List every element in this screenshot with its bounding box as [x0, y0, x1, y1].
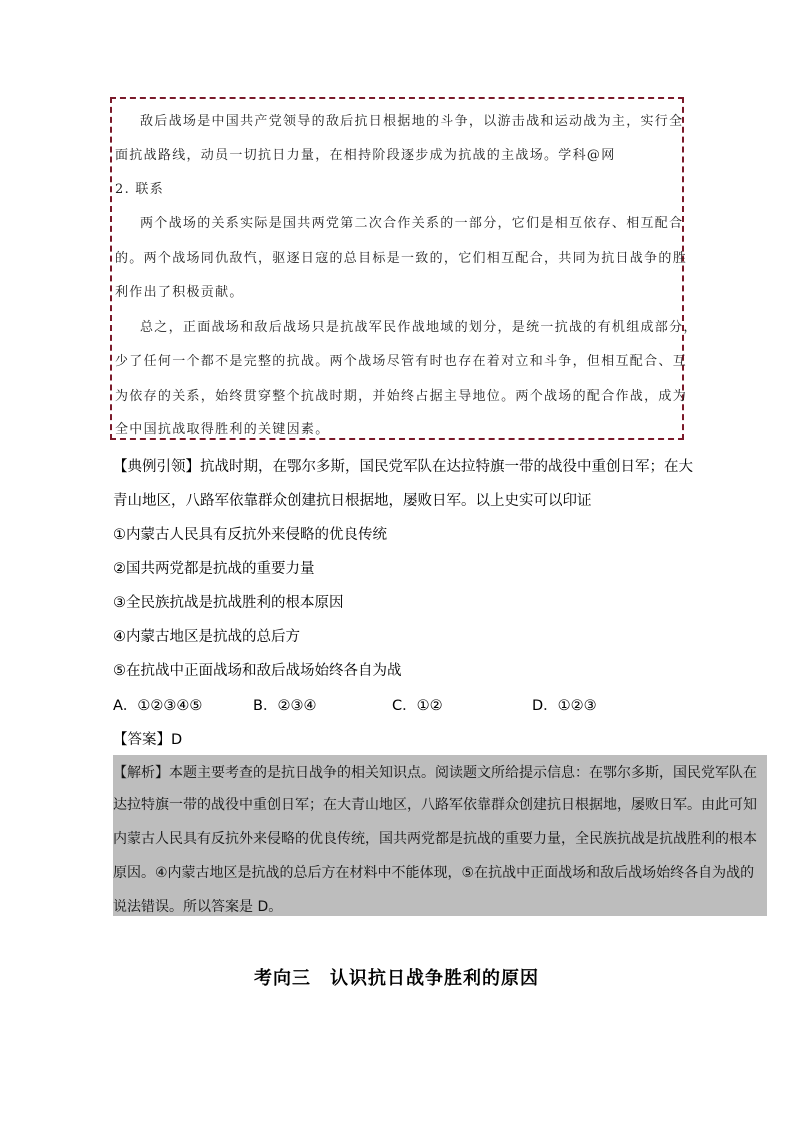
box-p3-line1: 总之，正面战场和敌后战场只是抗战军民作战地域的划分，是统一抗战的有机组成部分，: [140, 320, 698, 335]
box-p1-line1: 敌后战场是中国共产党领导的敌后抗日根据地的斗争，以游击战和运动战为主，实行全: [140, 114, 684, 129]
box-p3-line4: 全中国抗战取得胜利的关键因素。: [115, 422, 330, 437]
analysis-line4: 原因。④内蒙古地区是抗战的总后方在材料中不能体现，⑤在抗战中正面战场和敌后战场始终各自为战的: [113, 865, 755, 881]
section-heading: 考向三 认识抗日战争胜利的原因: [254, 968, 539, 989]
box-p3-line2: 少了任何一个都不是完整的抗战。两个战场尽管有时也存在着对立和斗争，但相互配合、互: [115, 354, 688, 369]
box-p1-line2: 面抗战路线，动员一切抗日力量，在相持阶段逐步成为抗战的主战场。学科@网: [115, 148, 616, 163]
option-a: A．①②③④⑤: [113, 698, 203, 714]
box-p2-line1: 两个战场的关系实际是国共两党第二次合作关系的一部分，它们是相互依存、相互配合: [140, 216, 684, 231]
analysis-line1: 【解析】本题主要考查的是抗日战争的相关知识点。阅读题文所给提示信息：在鄂尔多斯，国民党军队在: [113, 765, 757, 781]
box-p2-line3: 利作出了积极贡献。: [115, 285, 244, 300]
example-item-2: ②国共两党都是抗战的重要力量: [113, 561, 315, 577]
box-heading-2: 2. 联系: [115, 182, 165, 197]
example-item-4: ④内蒙古地区是抗战的总后方: [113, 629, 300, 645]
answer: 【答案】D: [113, 732, 183, 748]
example-item-5: ⑤在抗战中正面战场和敌后战场始终各自为战: [113, 663, 402, 679]
box-p2-line2: 的。两个战场同仇敌忾，驱逐日寇的总目标是一致的，它们相互配合，共同为抗日战争的胜: [115, 251, 688, 266]
example-item-3: ③全民族抗战是抗战胜利的根本原因: [113, 595, 344, 611]
option-b: B．②③④: [253, 698, 317, 714]
example-line2: 青山地区，八路军依靠群众创建抗日根据地，屡败日军。以上史实可以印证: [113, 493, 592, 509]
analysis-line2: 达拉特旗一带的战役中重创日军；在大青山地区，八路军依靠群众创建抗日根据地，屡败日军。由此可知: [113, 797, 757, 813]
example-line1: 【典例引领】抗战时期，在鄂尔多斯，国民党军队在达拉特旗一带的战役中重创日军；在大: [113, 459, 693, 475]
example-item-1: ①内蒙古人民具有反抗外来侵略的优良传统: [113, 527, 387, 543]
option-d: D．①②③: [532, 698, 597, 714]
analysis-line5: 说法错误。所以答案是 D。: [113, 899, 283, 915]
option-c: C．①②: [392, 698, 443, 714]
box-p3-line3: 为依存的关系，始终贯穿整个抗战时期，并始终占据主导地位。两个战场的配合作战，成为: [115, 389, 688, 404]
analysis-line3: 内蒙古人民具有反抗外来侵略的优良传统，国共两党都是抗战的重要力量，全民族抗战是抗战胜利的根本: [113, 831, 757, 847]
